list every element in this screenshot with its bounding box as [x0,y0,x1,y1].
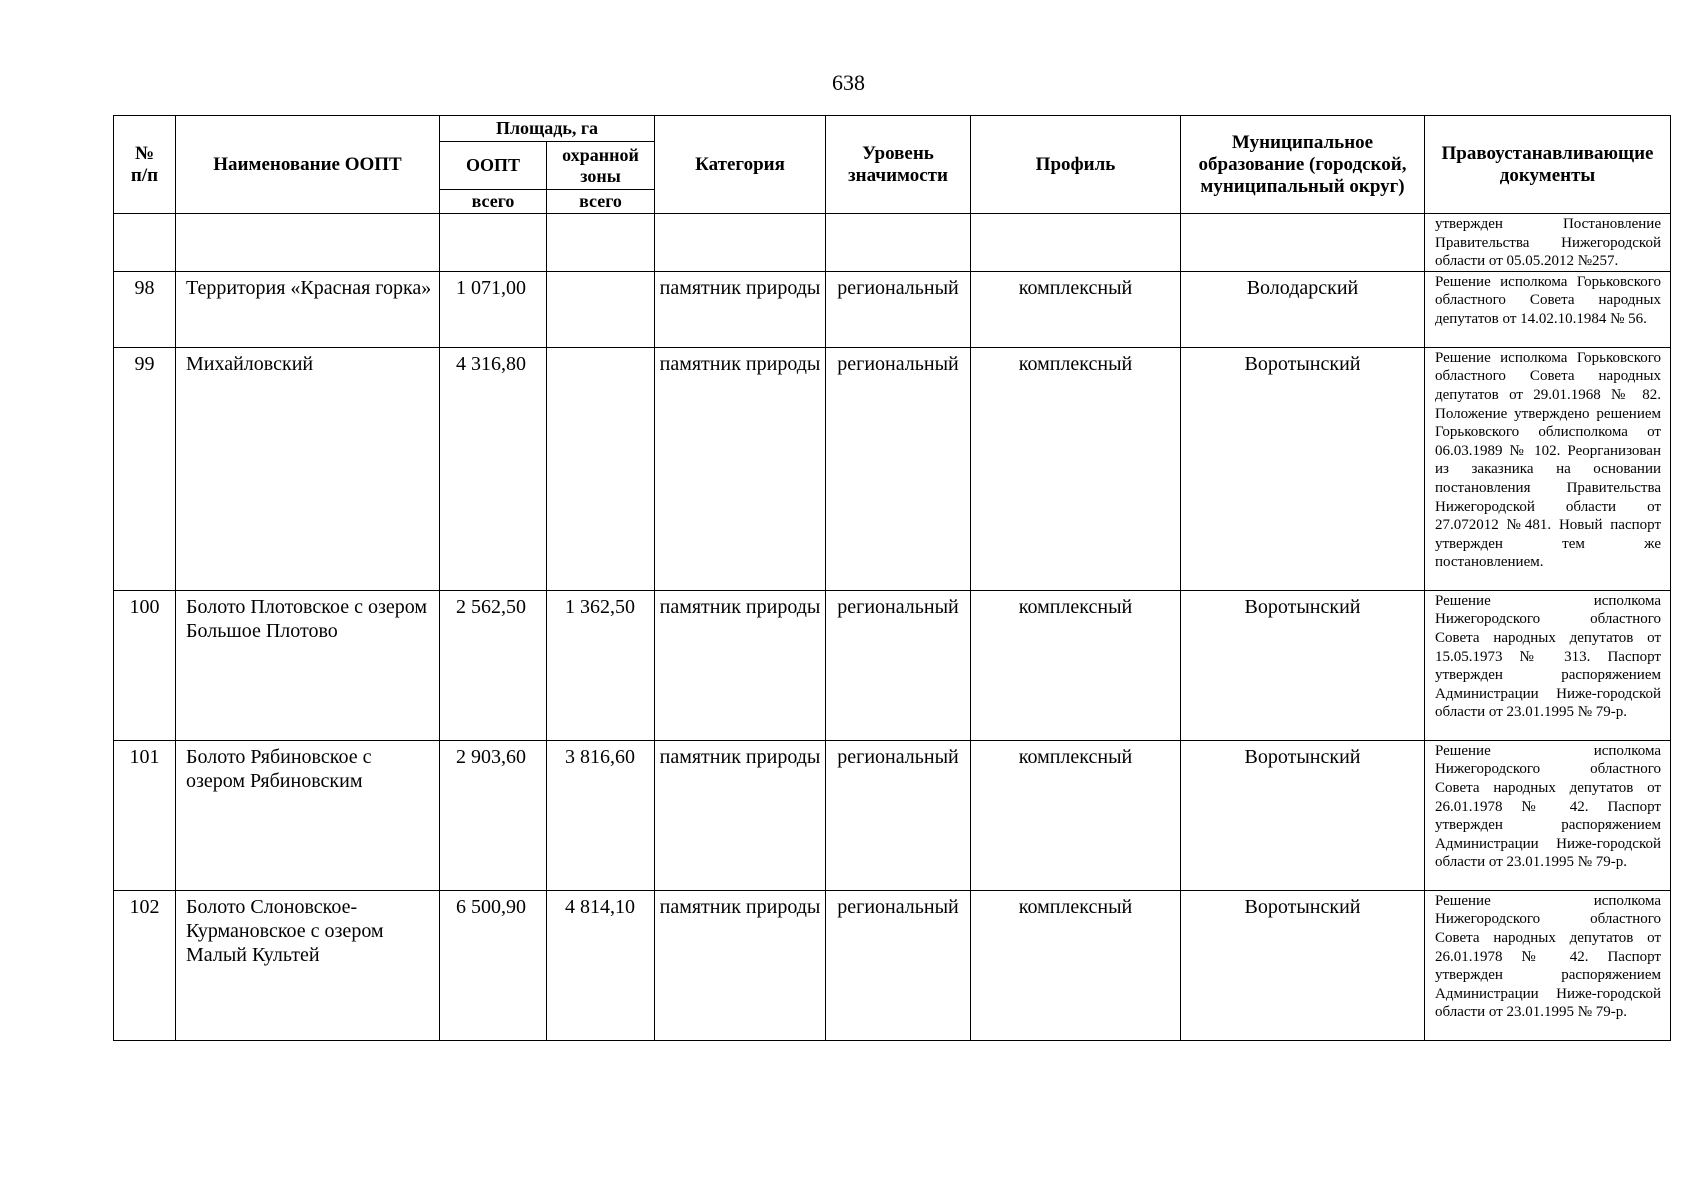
table-row [114,590,1671,740]
cell-category: памятник природы [655,347,826,590]
cell-num: 99 [114,347,176,590]
table-row [114,890,1671,1040]
cell-num: 102 [114,890,176,1040]
cell-area: 2 562,50 [440,590,547,740]
cell-zone: 1 362,50 [547,590,655,740]
cell-municipality [1181,214,1425,272]
cell-name: Михайловский [176,347,440,590]
cell-area: 4 316,80 [440,347,547,590]
cell-category: памятник природы [655,740,826,890]
cell-num [114,214,176,272]
cell-level: региональный [826,347,971,590]
cell-num: 98 [114,271,176,347]
cell-profile [971,214,1181,272]
header-area-oopt: ООПТ [440,142,547,190]
cell-level [826,214,971,272]
cell-num: 100 [114,590,176,740]
cell-level: региональный [826,890,971,1040]
header-name: Наименование ООПТ [176,116,440,214]
cell-level: региональный [826,271,971,347]
cell-documents: Решение исполкома Горьковского областного Совета народных депутатов от 29.01.1968 № 82. Положение утверждено решением Горьковского облисполкома от 06.03.1989 № 102. Реорганизован из заказника на основании постановления Правительства Нижегородской области от 27.072012 №481. Новый паспорт утвержден тем же постановлением. [1425,347,1671,590]
cell-documents: Решение исполкома Нижегородского областного Совета народных депутатов от 26.01.1978 № 42. Паспорт утвержден распоряжением Администрации Ниже-городской области от 23.01.1995 № 79-р. [1425,890,1671,1040]
cell-name: Болото Слоновское-Курмановское с озером Малый Культей [176,890,440,1040]
oopt-table [113,115,1671,1041]
cell-area [440,214,547,272]
header-documents: Правоустанавливающие документы [1425,116,1671,214]
header-area-group: Площадь, га [440,116,655,142]
cell-documents: Решение исполкома Нижегородского областного Совета народных депутатов от 15.05.1973 № 313. Паспорт утвержден распоряжением Администрации Ниже-городской области от 23.01.1995 № 79-р. [1425,590,1671,740]
table-row [114,271,1671,347]
cell-documents: Решение исполкома Горьковского областного Совета народных депутатов от 14.02.10.1984 № 56. [1425,271,1671,347]
cell-zone [547,271,655,347]
table-row [114,740,1671,890]
cell-profile: комплексный [971,740,1181,890]
cell-profile: комплексный [971,890,1181,1040]
cell-name [176,214,440,272]
cell-municipality: Володарский [1181,271,1425,347]
cell-profile: комплексный [971,271,1181,347]
header-category: Категория [655,116,826,214]
cell-zone: 3 816,60 [547,740,655,890]
cell-profile: комплексный [971,590,1181,740]
header-area-oopt-total: всего [440,190,547,214]
header-level: Уровень значимости [826,116,971,214]
cell-name: Болото Рябиновское с озером Рябиновским [176,740,440,890]
cell-category: памятник природы [655,590,826,740]
table-row [114,347,1671,590]
header-area-zone-total: всего [547,190,655,214]
cell-zone [547,214,655,272]
cell-documents: Решение исполкома Нижегородского областного Совета народных депутатов от 26.01.1978 № 42. Паспорт утвержден распоряжением Администрации Ниже-городской области от 23.01.1995 № 79-р. [1425,740,1671,890]
cell-area: 1 071,00 [440,271,547,347]
table-row [114,214,1671,272]
cell-num: 101 [114,740,176,890]
cell-name: Территория «Красная горка» [176,271,440,347]
header-num: № п/п [114,116,176,214]
cell-category: памятник природы [655,271,826,347]
cell-profile: комплексный [971,347,1181,590]
cell-zone: 4 814,10 [547,890,655,1040]
cell-category: памятник природы [655,890,826,1040]
header-area-zone: охранной зоны [547,142,655,190]
cell-area: 2 903,60 [440,740,547,890]
cell-zone [547,347,655,590]
page-number: 638 [832,70,865,95]
cell-municipality: Воротынский [1181,740,1425,890]
cell-category [655,214,826,272]
header-municipality: Муниципальное образование (городской, муниципальный округ) [1181,116,1425,214]
cell-documents: утвержден Постановление Правительства Нижегородской области от 05.05.2012 №257. [1425,214,1671,272]
cell-area: 6 500,90 [440,890,547,1040]
header-profile: Профиль [971,116,1181,214]
cell-municipality: Воротынский [1181,890,1425,1040]
cell-level: региональный [826,590,971,740]
cell-municipality: Воротынский [1181,590,1425,740]
cell-level: региональный [826,740,971,890]
cell-municipality: Воротынский [1181,347,1425,590]
cell-name: Болото Плотовское с озером Большое Плотово [176,590,440,740]
